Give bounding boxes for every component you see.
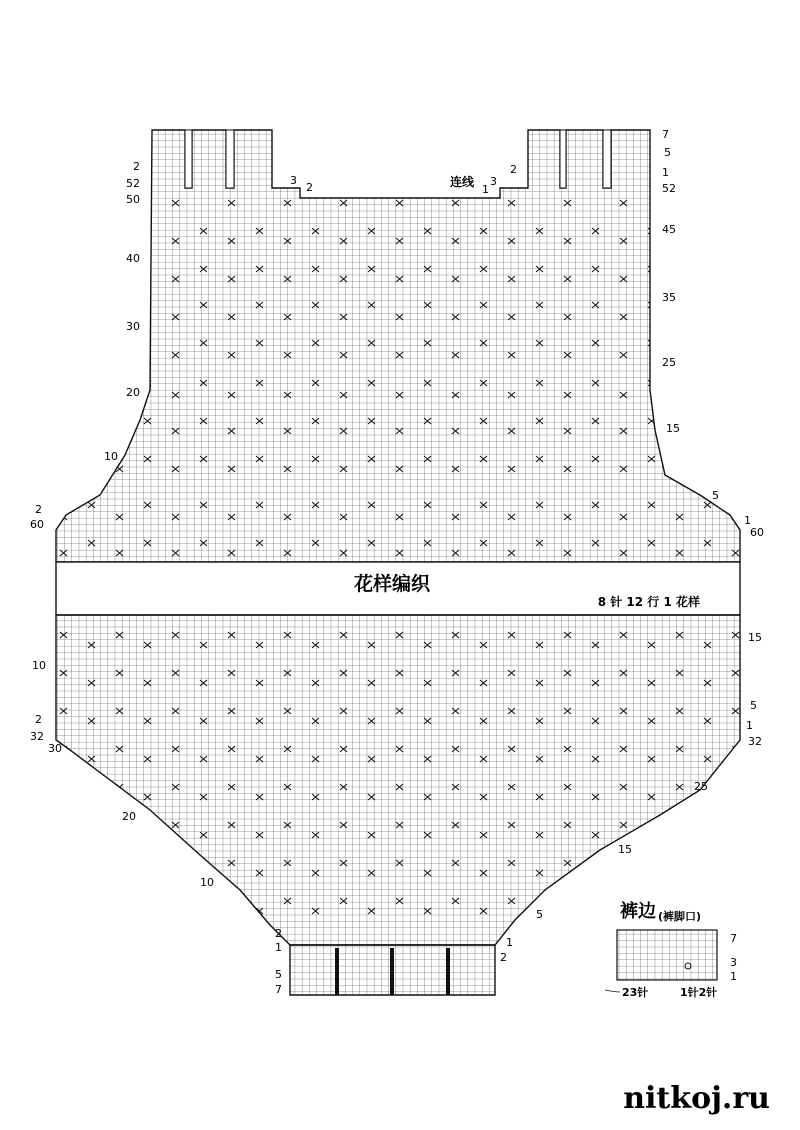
cross-stitch-mark	[88, 228, 95, 234]
cross-stitch-mark	[116, 276, 123, 282]
cross-stitch-mark	[648, 832, 655, 838]
row-label: 1	[275, 941, 282, 954]
row-label: 3	[490, 175, 497, 188]
cross-stitch-mark	[88, 302, 95, 308]
edging-stitches-left: 23针	[622, 986, 649, 999]
row-label: 60	[30, 518, 44, 531]
cross-stitch-mark	[704, 456, 711, 462]
row-label: 1	[746, 719, 753, 732]
edging-row-label: 1	[730, 970, 737, 983]
row-label: 1	[662, 166, 669, 179]
cross-stitch-mark	[116, 898, 123, 904]
join-label: 连线	[450, 175, 475, 189]
row-label: 1	[506, 936, 513, 949]
cross-stitch-mark	[676, 898, 683, 904]
cross-stitch-mark	[704, 302, 711, 308]
crotch-ribbing	[290, 945, 495, 995]
cross-stitch-mark	[592, 870, 599, 876]
cross-stitch-mark	[564, 898, 571, 904]
row-label: 30	[48, 742, 62, 755]
cross-stitch-mark	[60, 466, 67, 472]
row-label: 45	[662, 223, 676, 236]
cross-stitch-mark	[60, 276, 67, 282]
cross-stitch-mark	[732, 822, 739, 828]
watermark: nitkoj.ru	[623, 1081, 770, 1116]
cross-stitch-mark	[172, 898, 179, 904]
row-label: 1	[482, 183, 489, 196]
cross-stitch-mark	[116, 428, 123, 434]
row-label: 2	[133, 160, 140, 173]
band-subtitle: 8 针 12 行 1 花样	[597, 595, 700, 609]
cross-stitch-mark	[88, 908, 95, 914]
cross-stitch-mark	[88, 340, 95, 346]
row-label: 40	[126, 252, 140, 265]
cross-stitch-mark	[228, 898, 235, 904]
cross-stitch-mark	[732, 428, 739, 434]
row-label: 20	[122, 810, 136, 823]
cross-stitch-mark	[676, 200, 683, 206]
row-label: 5	[750, 699, 757, 712]
row-label: 2	[306, 181, 313, 194]
row-label: 15	[748, 631, 762, 644]
cross-stitch-mark	[144, 266, 151, 272]
cross-stitch-mark	[116, 238, 123, 244]
cross-stitch-mark	[172, 860, 179, 866]
edging-subtitle: (裤脚口)	[658, 910, 702, 923]
lower-body-chart	[50, 615, 750, 950]
cross-stitch-mark	[732, 352, 739, 358]
cross-stitch-mark	[60, 860, 67, 866]
cross-stitch-mark	[676, 392, 683, 398]
row-label: 52	[662, 182, 676, 195]
cross-stitch-mark	[732, 860, 739, 866]
row-label: 5	[664, 146, 671, 159]
cross-stitch-mark	[60, 200, 67, 206]
cross-stitch-mark	[200, 908, 207, 914]
cross-stitch-mark	[676, 276, 683, 282]
strap-shaping-labels	[290, 163, 517, 196]
cross-stitch-mark	[88, 870, 95, 876]
cross-stitch-mark	[704, 418, 711, 424]
cross-stitch-mark	[88, 380, 95, 386]
row-label: 3	[290, 174, 297, 187]
cross-stitch-mark	[60, 392, 67, 398]
cross-stitch-mark	[88, 832, 95, 838]
cross-stitch-mark	[704, 870, 711, 876]
row-label: 32	[748, 735, 762, 748]
cross-stitch-mark	[732, 784, 739, 790]
row-label: 10	[104, 450, 118, 463]
row-label: 2	[510, 163, 517, 176]
cross-stitch-mark	[88, 418, 95, 424]
edging-chart	[605, 900, 737, 999]
row-label: 20	[126, 386, 140, 399]
row-label: 1	[744, 514, 751, 527]
row-label: 5	[712, 489, 719, 502]
row-label: 5	[275, 968, 282, 981]
cross-stitch-mark	[116, 352, 123, 358]
row-label: 25	[694, 780, 708, 793]
cross-stitch-mark	[704, 266, 711, 272]
row-label: 2	[275, 927, 282, 940]
cross-stitch-mark	[676, 352, 683, 358]
row-label: 35	[662, 291, 676, 304]
pattern-band	[56, 562, 740, 615]
cross-stitch-mark	[732, 276, 739, 282]
cross-stitch-mark	[704, 794, 711, 800]
row-label: 7	[275, 983, 282, 996]
row-label: 10	[200, 876, 214, 889]
row-label: 30	[126, 320, 140, 333]
row-label: 50	[126, 193, 140, 206]
cross-stitch-mark	[60, 238, 67, 244]
cross-stitch-mark	[60, 784, 67, 790]
cross-stitch-mark	[704, 908, 711, 914]
cross-stitch-mark	[88, 794, 95, 800]
upper-body-chart	[50, 125, 750, 565]
cross-stitch-mark	[620, 860, 627, 866]
row-label: 5	[536, 908, 543, 921]
cross-stitch-mark	[676, 860, 683, 866]
cross-stitch-mark	[60, 352, 67, 358]
upper-right-row-labels	[662, 128, 764, 539]
cross-stitch-mark	[732, 898, 739, 904]
cross-stitch-mark	[732, 200, 739, 206]
row-label: 2	[35, 503, 42, 516]
cross-stitch-mark	[732, 314, 739, 320]
row-label: 2	[500, 951, 507, 964]
cross-stitch-mark	[60, 898, 67, 904]
edging-row-label: 3	[730, 956, 737, 969]
cross-stitch-mark	[676, 822, 683, 828]
cross-stitch-mark	[144, 832, 151, 838]
cross-stitch-mark	[676, 314, 683, 320]
cross-stitch-mark	[648, 870, 655, 876]
cross-stitch-mark	[732, 392, 739, 398]
cross-stitch-mark	[116, 314, 123, 320]
cross-stitch-mark	[676, 238, 683, 244]
cross-stitch-mark	[60, 314, 67, 320]
band-title: 花样编织	[353, 573, 431, 595]
row-label: 7	[662, 128, 669, 141]
row-label: 15	[618, 843, 632, 856]
edging-row-label: 7	[730, 932, 737, 945]
cross-stitch-mark	[144, 908, 151, 914]
cross-stitch-mark	[144, 228, 151, 234]
edging-title: 裤边	[620, 901, 656, 922]
cross-stitch-mark	[116, 860, 123, 866]
row-label: 25	[662, 356, 676, 369]
cross-stitch-mark	[704, 380, 711, 386]
cross-stitch-mark	[732, 466, 739, 472]
cross-stitch-mark	[592, 908, 599, 914]
cross-stitch-mark	[704, 340, 711, 346]
cross-stitch-mark	[88, 266, 95, 272]
cross-stitch-mark	[732, 238, 739, 244]
cross-stitch-mark	[704, 228, 711, 234]
row-label: 52	[126, 177, 140, 190]
edging-stitches-right: 1针2针	[680, 986, 718, 999]
cross-stitch-mark	[88, 456, 95, 462]
row-label: 10	[32, 659, 46, 672]
cross-stitch-mark	[116, 200, 123, 206]
row-label: 32	[30, 730, 44, 743]
row-label: 2	[35, 713, 42, 726]
cross-stitch-mark	[60, 428, 67, 434]
cross-stitch-mark	[116, 392, 123, 398]
cross-stitch-mark	[704, 832, 711, 838]
row-label: 60	[750, 526, 764, 539]
cross-stitch-mark	[60, 822, 67, 828]
cross-stitch-mark	[144, 870, 151, 876]
row-label: 15	[666, 422, 680, 435]
cross-stitch-mark	[676, 466, 683, 472]
